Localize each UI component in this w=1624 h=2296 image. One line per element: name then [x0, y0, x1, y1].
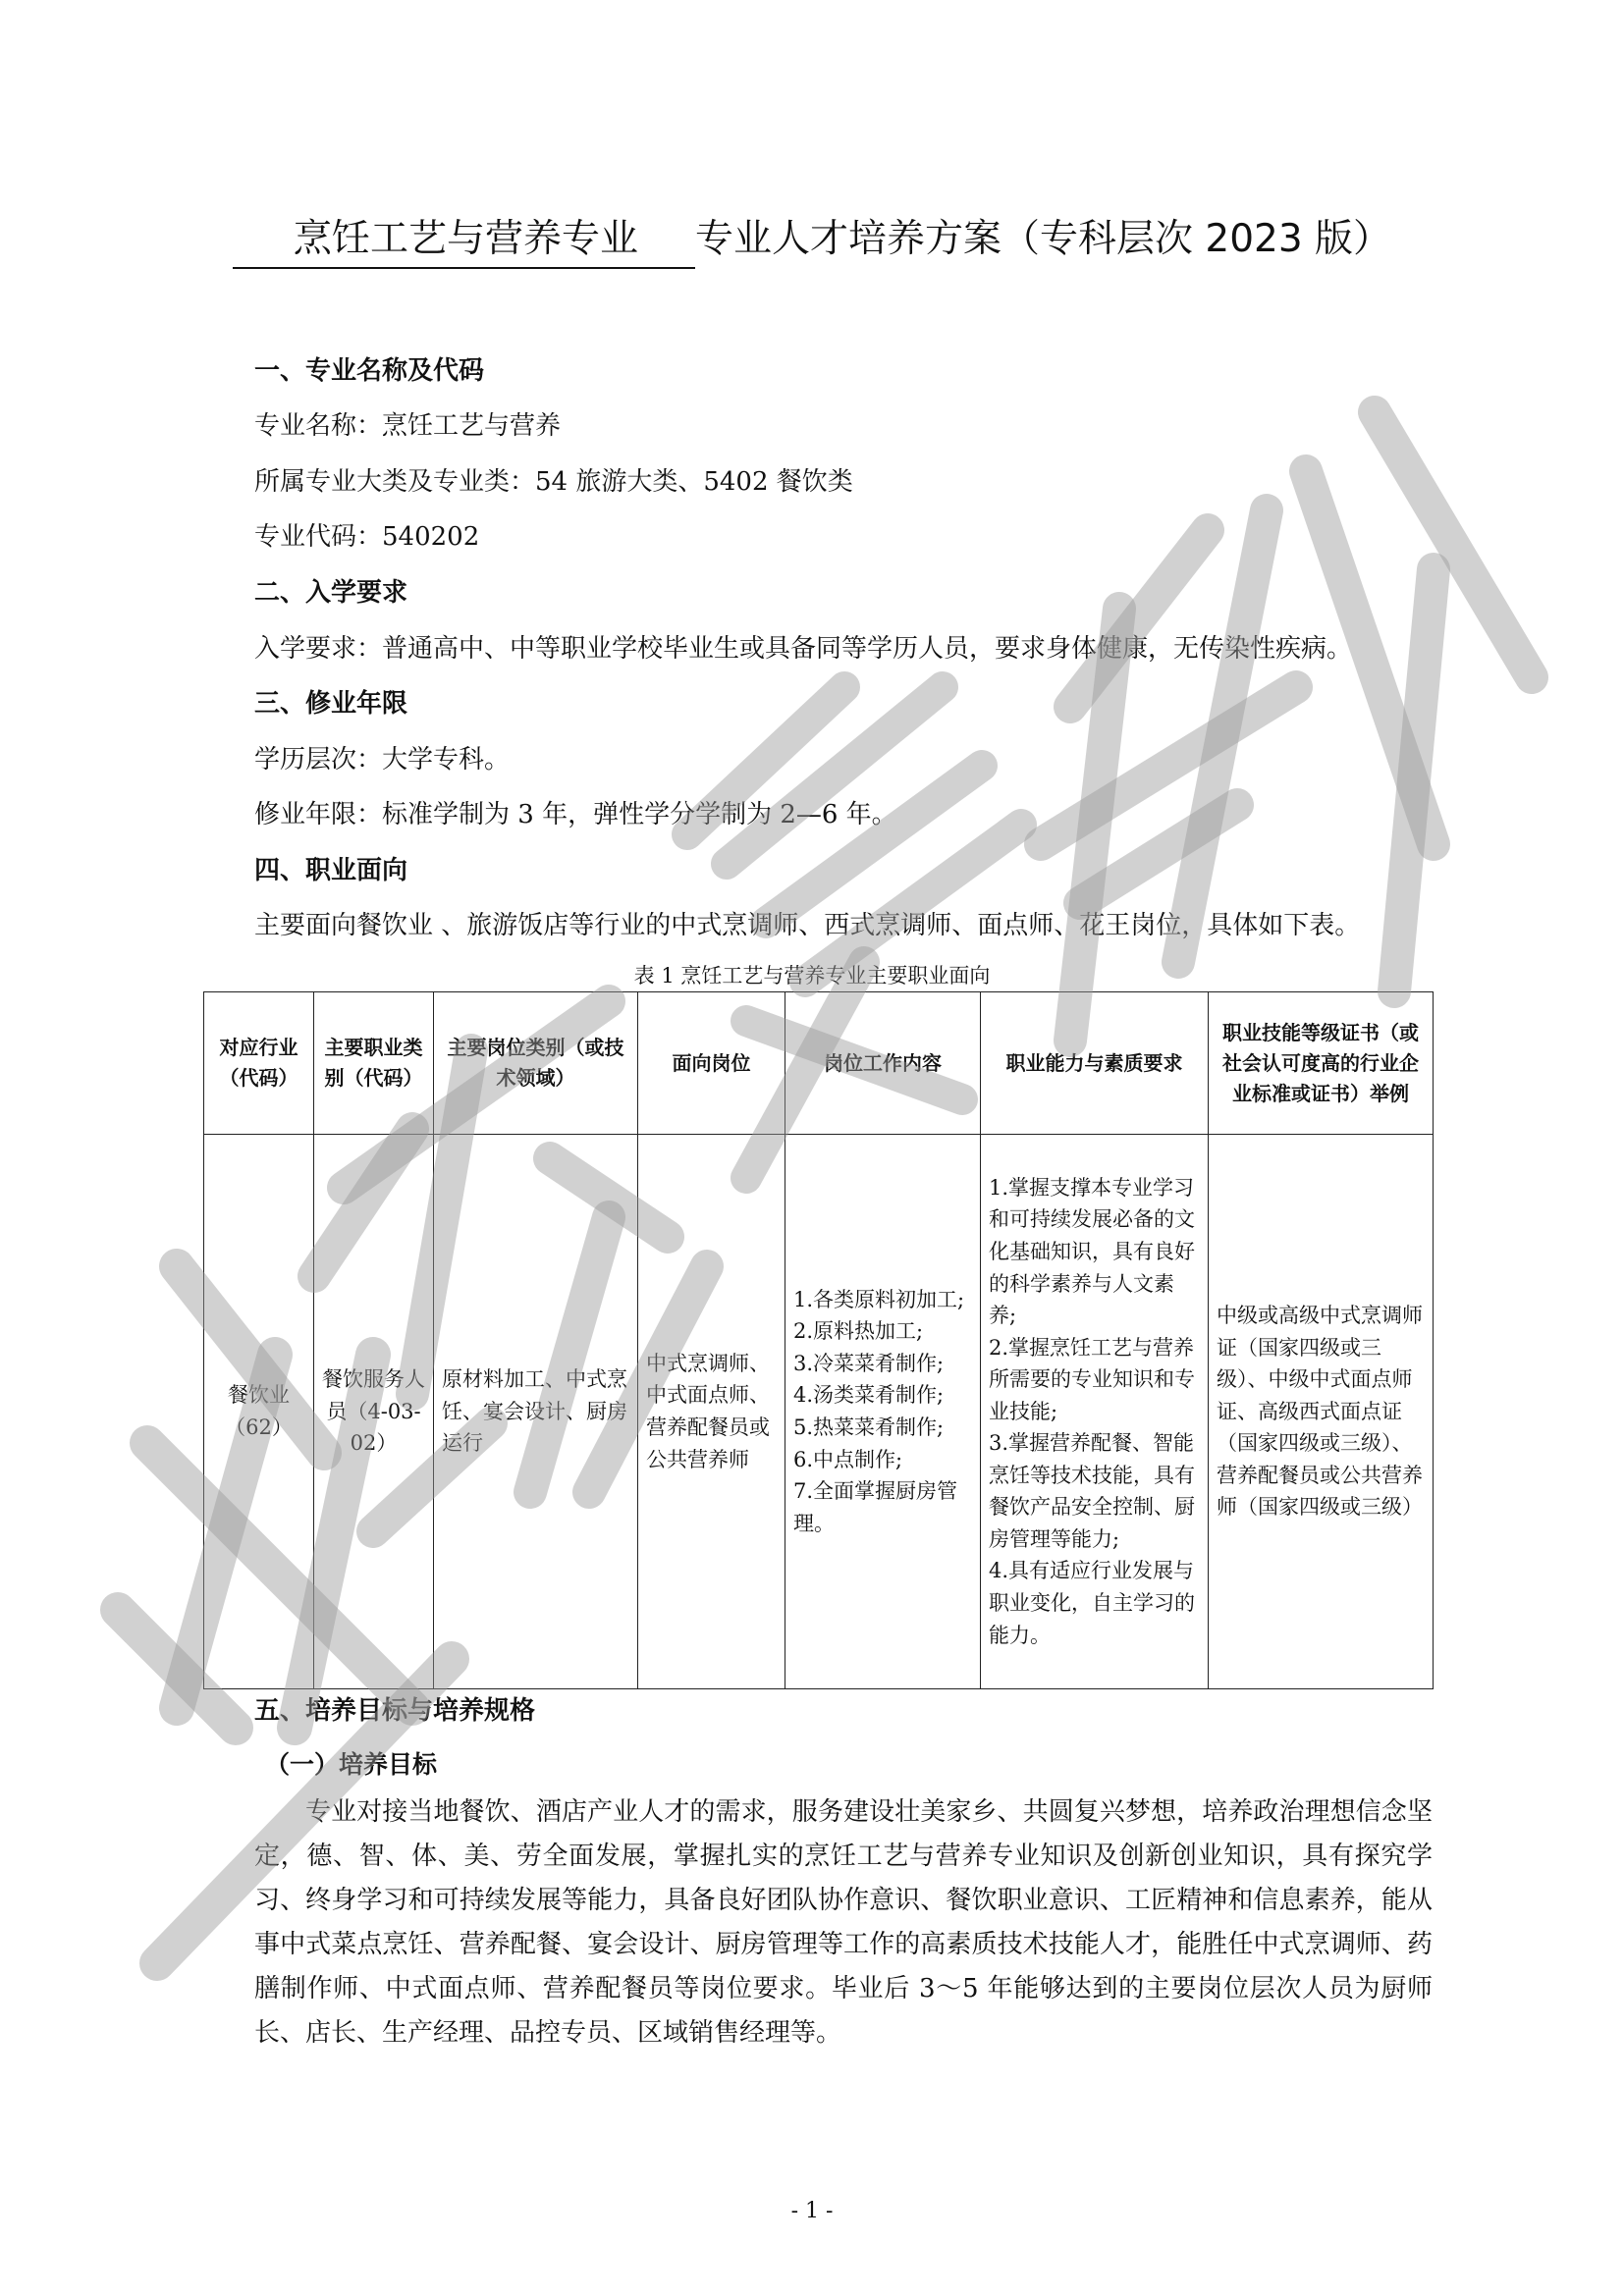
study-years-line: 修业年限：标准学制为 3 年，弹性学分学制为 2—6 年。 — [254, 800, 897, 829]
table-cell-certificates: 中级或高级中式烹调师证（国家四级或三级）、中级中式面点师证、高级西式面点证（国家四级或三级）、营养配餐员或公共营养师（国家四级或三级） — [1209, 1135, 1434, 1689]
major-category-line: 所属专业大类及专业类：54 旅游大类、5402 餐饮类 — [254, 467, 853, 497]
major-code-line: 专业代码：540202 — [254, 522, 480, 552]
document-title — [0, 208, 1624, 269]
table-header-cell: 职业技能等级证书（或社会认可度高的行业企业标准或证书）举例 — [1209, 992, 1434, 1135]
table-header-cell: 岗位工作内容 — [785, 992, 981, 1135]
training-objective-paragraph: 专业对接当地餐饮、酒店产业人才的需求，服务建设壮美家乡、共圆复兴梦想，培养政治理想信念坚定，德、智、体、美、劳全面发展，掌握扎实的烹饪工艺与营养专业知识及创新创业知识，具有探究学习、终身学习和可持续发展等能力，具备良好团队协作意识、餐饮职业意识、工匠精神和信息素养，能从事中式菜点烹饪、营养配餐、宴会设计、厨房管理等工作的高素质技术技能人才，能胜任中式烹调师、药膳制作师、中式面点师、营养配餐员等岗位要求。毕业后 3～5 年能够达到的主要岗位层次人员为厨师长、店长、生产经理、品控专员、区域销售经理等。 — [254, 1797, 1433, 2048]
career-orientation-table — [203, 991, 1434, 1689]
table-header-row — [204, 992, 1434, 1135]
section-5-heading: 五、培养目标与培养规格 — [254, 1696, 536, 1726]
section-1-heading: 一、专业名称及代码 — [254, 356, 485, 386]
table-cell-target-post: 中式烹调师、中式面点师、营养配餐员或公共营养师 — [638, 1135, 785, 1689]
section-3-heading: 三、修业年限 — [254, 689, 408, 719]
table-header-cell: 主要职业类别（代码） — [314, 992, 434, 1135]
title-rest: 专业人才培养方案（专科层次 2023 版） — [694, 217, 1392, 261]
table-row — [204, 1135, 1434, 1689]
table-header-cell: 面向岗位 — [638, 992, 785, 1135]
table-header-cell: 对应行业（代码） — [204, 992, 314, 1135]
section-2-heading: 二、入学要求 — [254, 578, 408, 608]
title-major-underlined: 烹饪工艺与营养专业 — [233, 208, 695, 269]
table-cell-work-content: 1.各类原料初加工; 2.原料热加工; 3.冷菜菜肴制作; 4.汤类菜肴制作; 5.热菜菜肴制作; 6.中点制作; 7.全面掌握厨房管理。 — [785, 1135, 981, 1689]
table-cell-industry: 餐饮业（62） — [204, 1135, 314, 1689]
table-cell-position-category: 原材料加工、中式烹饪、宴会设计、厨房运行 — [434, 1135, 638, 1689]
major-name-line: 专业名称：烹饪工艺与营养 — [254, 411, 562, 441]
degree-level-line: 学历层次：大学专科。 — [254, 745, 511, 774]
table-cell-ability-requirements: 1.掌握支撑本专业学习和可持续发展必备的文化基础知识，具有良好的科学素养与人文素养; 2.掌握烹饪工艺与营养所需要的专业知识和专业技能; 3.掌握营养配餐、智能烹饪等技术技能，具有餐饮产品安全控制、厨房管理等能力; 4.具有适应行业发展与职业变化，自主学习的能力。 — [981, 1135, 1209, 1689]
admission-line: 入学要求：普通高中、中等职业学校毕业生或具备同等学历人员，要求身体健康，无传染性疾病。 — [254, 634, 1353, 664]
table-header-cell: 主要岗位类别（或技术领域） — [434, 992, 638, 1135]
section-5-subheading: （一）培养目标 — [265, 1750, 438, 1779]
page-number: - 1 - — [790, 2199, 834, 2223]
table-cell-occupation: 餐饮服务人员（4-03-02） — [314, 1135, 434, 1689]
table-header-cell: 职业能力与素质要求 — [981, 992, 1209, 1135]
table-caption: 表 1 烹饪工艺与营养专业主要职业面向 — [633, 964, 991, 988]
section-4-heading: 四、职业面向 — [254, 856, 408, 885]
career-orientation-line: 主要面向餐饮业 、旅游饭店等行业的中式烹调师、西式烹调师、面点师、花王岗位，具体如下表。 — [254, 911, 1361, 940]
